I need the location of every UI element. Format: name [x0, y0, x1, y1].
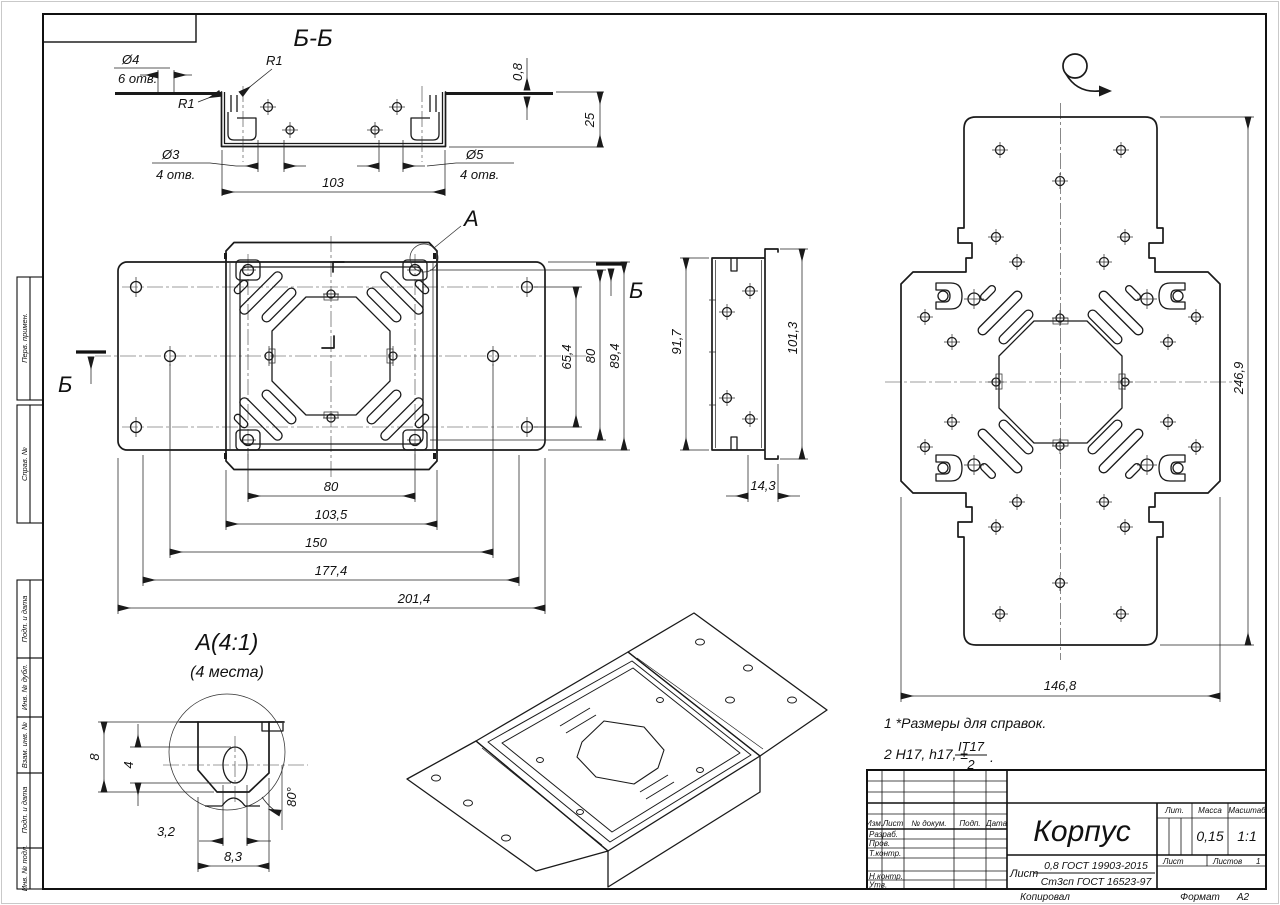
detail-title: А(4:1) — [195, 629, 259, 655]
dim-dia3: Ø3 — [162, 147, 180, 162]
tb-col-list: Лист — [882, 819, 904, 828]
section-view-bb — [114, 25, 604, 196]
dim-65-4: 65,4 — [559, 344, 574, 370]
dim-dia5-qty: 4 отв. — [460, 167, 500, 182]
margin-column-label: Перв. примен. — [20, 313, 29, 363]
dim-14-3: 14,3 — [750, 478, 776, 493]
dim-25: 25 — [582, 112, 597, 128]
dim-150: 150 — [305, 535, 327, 550]
note-2: 2 Н17, h17, ± — [884, 746, 968, 762]
dim-89-4: 89,4 — [607, 343, 622, 369]
tb-mass-value: 0,15 — [1196, 828, 1224, 844]
copy-label: Копировал — [1020, 892, 1070, 903]
section-mark-label: Б — [629, 278, 644, 303]
main-view — [58, 206, 643, 614]
tb-col-data: Дата — [985, 819, 1008, 828]
dim-146-8: 146,8 — [1043, 678, 1077, 693]
detail-view-a — [87, 629, 308, 872]
tb-scale-label: Масштаб — [1228, 806, 1266, 815]
tb-scale-value: 1:1 — [1237, 828, 1257, 844]
dim-246-9: 246,9 — [1231, 361, 1246, 395]
dim-4: 4 — [121, 761, 136, 769]
tb-col-podp: Подп. — [959, 819, 981, 828]
title-block — [866, 770, 1266, 890]
tb-row-razrab: Разраб. — [869, 830, 898, 839]
tb-sheets-value: 1 — [1256, 857, 1261, 866]
dim-dia4: Ø4 — [122, 52, 140, 67]
page-edge — [2, 2, 1279, 904]
dim-dia4-qty: 6 отв. — [118, 71, 158, 86]
tb-mass-label: Масса — [1198, 806, 1222, 815]
dim-91-7: 91,7 — [669, 329, 684, 355]
document-title: Корпус — [1033, 815, 1131, 848]
dim-103: 103 — [322, 175, 344, 190]
dim-3-2: 3,2 — [156, 824, 176, 839]
note-2-frac-top: IT17 — [957, 739, 985, 754]
tb-material-top: 0,8 ГОСТ 19903-2015 — [1044, 860, 1148, 872]
margin-column-label: Подп. и дата — [20, 786, 29, 834]
section-title: Б-Б — [293, 25, 333, 52]
tb-sheet-label: Лист — [1163, 857, 1184, 866]
side-view — [669, 249, 808, 502]
notes — [883, 715, 1046, 772]
tb-lit-label: Лит. — [1165, 806, 1184, 815]
tb-col-ndoc: № докум. — [911, 819, 947, 828]
format-label: Формат — [1180, 892, 1220, 903]
margin-column-label: Инв. № подл. — [20, 844, 29, 892]
detail-callout-label: А — [464, 206, 479, 231]
margin-column-label: Справ. № — [20, 446, 29, 482]
tb-material-prefix: Лист — [1010, 868, 1039, 880]
tb-row-utv: Утв. — [869, 880, 888, 890]
margin-column-label: Подп. и дата — [20, 595, 29, 643]
dim-dia3-qty: 4 отв. — [156, 167, 196, 182]
dim-8-3: 8,3 — [223, 849, 243, 864]
dim-201-4: 201,4 — [397, 591, 431, 606]
tb-sheets-label: Листов — [1213, 857, 1243, 866]
format-value: А2 — [1236, 892, 1250, 903]
reference-designation-box — [43, 14, 196, 42]
tb-col-izm: Изм. — [865, 819, 884, 828]
dim-thickness: 0,8 — [510, 62, 525, 82]
tb-row-tkontr: Т.контр. — [869, 849, 902, 858]
tb-material-bottom: Ст3сп ГОСТ 16523-97 — [1040, 876, 1152, 888]
tb-row-prov: Пров. — [869, 839, 891, 848]
note-2-frac-bottom: 2 — [967, 757, 975, 772]
dim-80: 80 — [323, 479, 339, 494]
note-1: 1 *Размеры для справок. — [884, 715, 1047, 731]
dim-103-5: 103,5 — [314, 507, 348, 522]
dim-101-3: 101,3 — [785, 321, 800, 355]
dim-80deg: 80° — [284, 787, 299, 807]
margin-column-label: Взам. инв. № — [20, 721, 29, 769]
dim-dia5: Ø5 — [466, 147, 484, 162]
unfold-symbol-icon — [1063, 54, 1112, 97]
isometric-view — [407, 613, 827, 887]
dim-177-4: 177,4 — [314, 563, 348, 578]
margin-column-label: Инв. № дубл. — [20, 663, 29, 711]
note-2-end: . — [990, 749, 994, 765]
dim-r1: R1 — [178, 96, 195, 111]
detail-subtitle: (4 места) — [190, 664, 264, 681]
dim-v80: 80 — [583, 348, 598, 364]
dim-r1: R1 — [266, 53, 283, 68]
flat-pattern-view — [885, 54, 1254, 702]
tb-row-nkontr: Н.контр. — [869, 872, 903, 881]
dim-8: 8 — [87, 753, 102, 761]
section-mark-label: Б — [58, 372, 73, 397]
